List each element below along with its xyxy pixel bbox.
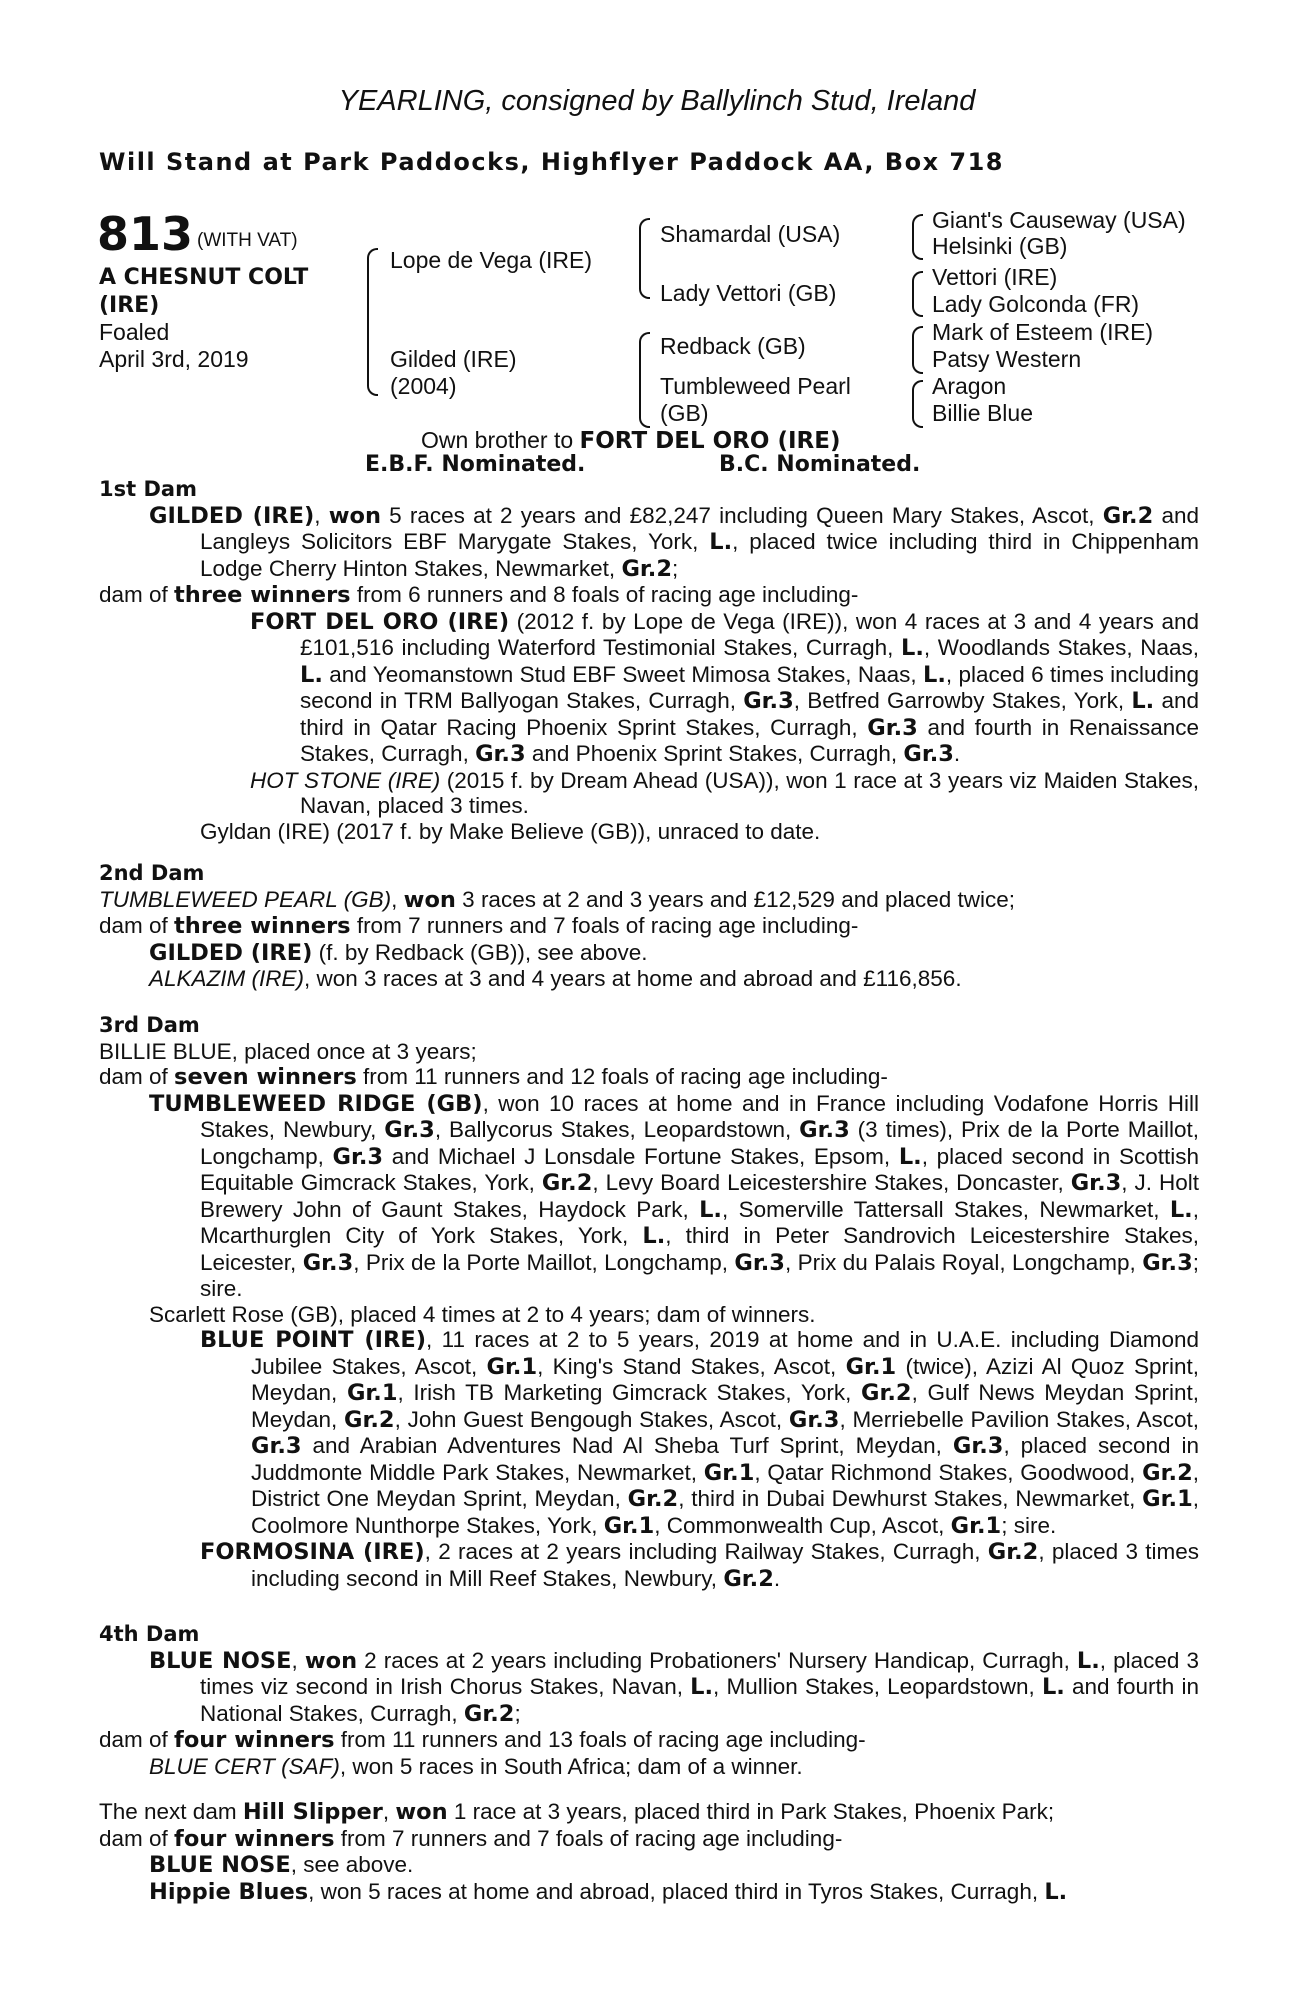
stand-location: Will Stand at Park Paddocks, Highflyer Paddock AA, Box 718: [99, 148, 1005, 176]
text-run: L.: [923, 661, 946, 688]
dam-record: [99, 1799, 1199, 1826]
text-run: GILDED (IRE): [149, 502, 315, 529]
text-run: , placed second in Juddmonte Middle Park Stakes, Newmarket,: [251, 1433, 1199, 1485]
text-run: Gr.1: [346, 1380, 398, 1406]
pedigree-ggd-1: Helsinki (GB): [932, 233, 1068, 259]
text-run: FORT DEL ORO (IRE): [250, 608, 510, 635]
text-run: Scarlett Rose (GB), placed 4 times at 2 to 4 years; dam of winners.: [149, 1301, 816, 1327]
text-run: L.: [699, 1196, 722, 1223]
text-run: ;: [514, 1700, 521, 1726]
text-run: dam of: [99, 913, 175, 938]
dam-record: [99, 887, 1199, 914]
text-run: , Mullion Stakes, Leopardstown,: [713, 1674, 1042, 1699]
text-run: and third in Qatar Racing Phoenix Sprint Stakes, Curragh,: [300, 688, 1200, 740]
text-run: , see above.: [290, 1852, 414, 1877]
text-run: Gr.3: [475, 741, 526, 767]
text-run: GILDED (IRE): [149, 939, 313, 966]
pedigree-brace: [912, 326, 923, 374]
own-brother-note: Own brother to FORT DEL ORO (IRE): [421, 427, 841, 454]
text-run: BLUE NOSE: [149, 1647, 292, 1674]
first-dam-section: [99, 477, 1199, 844]
text-run: Gr.2: [344, 1406, 395, 1433]
text-run: Gr.3: [1142, 1249, 1193, 1276]
text-run: 2 races at 2 years including Probationers' Nursery Handicap, Curragh,: [357, 1647, 1077, 1673]
pedigree-ggd-4: Billie Blue: [932, 400, 1033, 426]
text-run: Gr.2: [1102, 502, 1154, 529]
text-run: Gyldan (IRE) (2017 f. by Make Believe (GB)), unraced to date.: [200, 818, 821, 844]
text-run: seven winners: [174, 1064, 357, 1090]
produce-summary: [99, 582, 1199, 609]
text-run: , Qatar Richmond Stakes, Goodwood,: [754, 1459, 1143, 1485]
text-run: , Ballycorus Stakes, Leopardstown,: [434, 1117, 800, 1142]
text-run: and Michael J Lonsdale Fortune Stakes, Epsom,: [383, 1143, 899, 1169]
text-run: BLUE CERT (SAF): [149, 1753, 340, 1779]
text-run: L.: [300, 661, 323, 688]
text-run: Gr.3: [743, 688, 794, 714]
third-dam-section: [99, 1013, 1199, 1592]
text-run: Gr.2: [541, 1170, 593, 1196]
produce-entry: [99, 1091, 1199, 1302]
text-run: , Mcarthurglen City of York Stakes, York,: [200, 1196, 1199, 1248]
grandproduce-entry: [99, 1539, 1199, 1592]
pedigree-ggs-4: Aragon: [932, 373, 1007, 399]
text-run: won: [304, 1647, 358, 1674]
text-run: (f. by Redback (GB)), see above.: [312, 939, 648, 965]
pedigree-brace: [639, 332, 650, 428]
text-run: dam of: [99, 582, 175, 607]
text-run: ; sire.: [1001, 1512, 1057, 1538]
text-run: Gr.1: [603, 1512, 655, 1539]
text-run: and Langleys Solicitors EBF Marygate Stakes, York,: [200, 502, 1199, 554]
pedigree-sire-dam: Lady Vettori (GB): [660, 280, 837, 306]
text-run: , third in Peter Sandrovich Leicestershire Stakes, Leicester,: [200, 1223, 1199, 1275]
text-run: Gr.3: [251, 1433, 302, 1459]
lot-description-country: (IRE): [99, 293, 160, 318]
lot-number: 813: [97, 207, 194, 261]
text-run: Gr.1: [1142, 1486, 1193, 1512]
produce-summary: [99, 1064, 1199, 1091]
text-run: L.: [1131, 688, 1155, 714]
text-run: dam of: [99, 1727, 175, 1752]
text-run: TUMBLEWEED PEARL (GB): [99, 886, 392, 912]
text-run: L.: [901, 635, 924, 661]
text-run: .: [953, 741, 961, 766]
third-dam-heading: 3rd Dam: [99, 1013, 200, 1037]
text-run: ALKAZIM (IRE): [149, 966, 305, 991]
text-run: Gr.3: [384, 1117, 435, 1143]
text-run: four winners: [174, 1727, 335, 1753]
text-run: , won 5 races in South Africa; dam of a winner.: [339, 1753, 803, 1779]
text-run: Gr.3: [788, 1406, 840, 1433]
text-run: , placed 6 times including second in TRM Ballyogan Stakes, Curragh,: [300, 661, 1199, 713]
text-run: Gr.2: [621, 555, 672, 582]
pedigree-ggs-3: Mark of Esteem (IRE): [932, 319, 1154, 345]
text-run: L.: [1076, 1647, 1100, 1674]
text-run: Gr.3: [332, 1143, 384, 1170]
text-run: BILLIE BLUE, placed once at 3 years;: [99, 1038, 477, 1064]
text-run: won: [328, 502, 381, 529]
text-run: Gr.2: [861, 1380, 912, 1406]
text-run: ,: [291, 1647, 305, 1673]
text-run: .: [773, 1565, 781, 1591]
text-run: won: [403, 886, 456, 913]
text-run: (3 times), Prix de la Porte Maillot, Longchamp,: [200, 1117, 1200, 1169]
lot-description: A CHESNUT COLT: [99, 265, 309, 290]
text-run: 5 races at 2 years and £82,247 including Queen Mary Stakes, Ascot,: [381, 502, 1103, 528]
text-run: , Woodlands Stakes, Naas,: [923, 635, 1199, 660]
pedigree-brace: [639, 218, 650, 299]
text-run: ,: [314, 502, 329, 528]
ebf-nominated: E.B.F. Nominated.: [365, 452, 586, 477]
next-dam-section: [99, 1799, 1199, 1905]
text-run: Gr.2: [1142, 1459, 1193, 1486]
text-run: L.: [1169, 1196, 1193, 1223]
text-run: (2015 f. by Dream Ahead (USA)), won 1 race at 3 years viz Maiden Stakes, Navan, placed 3 times.: [300, 767, 1199, 818]
text-run: L.: [690, 1674, 714, 1700]
pedigree-brace: [912, 271, 923, 317]
first-dam-heading: 1st Dam: [99, 477, 197, 501]
text-run: and fourth in National Stakes, Curragh,: [200, 1674, 1199, 1726]
text-run: , Gulf News Meydan Sprint, Meydan,: [251, 1380, 1199, 1432]
text-run: , J. Holt Brewery John of Gaunt Stakes, Haydock Park,: [200, 1170, 1199, 1222]
text-run: ,: [382, 1799, 396, 1824]
text-run: L.: [898, 1143, 922, 1170]
text-run: Gr.2: [723, 1565, 774, 1592]
fourth-dam-section: [99, 1622, 1199, 1779]
text-run: FORMOSINA (IRE): [200, 1539, 425, 1565]
text-run: and Yeomanstown Stud EBF Sweet Mimosa Stakes, Naas,: [322, 661, 923, 687]
text-run: four winners: [174, 1825, 335, 1852]
pedigree-ggs-1: Giant's Causeway (USA): [932, 207, 1186, 233]
text-run: , Prix de la Porte Maillot, Longchamp,: [353, 1249, 735, 1275]
text-run: HOT STONE (IRE): [250, 767, 441, 793]
text-run: Gr.2: [987, 1539, 1039, 1565]
dam-record: [99, 1648, 1199, 1728]
text-run: Hill Slipper: [242, 1799, 383, 1825]
text-run: won: [395, 1799, 448, 1825]
text-run: ,: [391, 886, 404, 912]
text-run: , 2 races at 2 years including Railway Stakes, Curragh,: [424, 1539, 988, 1564]
text-run: three winners: [174, 582, 351, 608]
produce-summary: [99, 1727, 1199, 1754]
pedigree-dam: Gilded (IRE): [390, 346, 517, 372]
fourth-dam-heading: 4th Dam: [99, 1622, 200, 1646]
text-run: Gr.3: [302, 1249, 354, 1276]
text-run: and fourth in Renaissance Stakes, Curragh,: [300, 714, 1199, 766]
text-run: Gr.2: [463, 1700, 515, 1727]
text-run: (2012 f. by Lope de Vega (IRE)), won 4 races at 3 and 4 years and £101,516 including Waterford Testimonial Stakes, Curragh,: [300, 608, 1199, 660]
text-run: and Phoenix Sprint Stakes, Curragh,: [525, 741, 904, 766]
bc-nominated: B.C. Nominated.: [719, 452, 921, 477]
text-run: , District One Meydan Sprint, Meydan,: [251, 1459, 1199, 1511]
text-run: , John Guest Bengough Stakes, Ascot,: [394, 1406, 789, 1432]
pedigree-sire-sire: Shamardal (USA): [660, 221, 841, 247]
pedigree-brace: [912, 214, 923, 260]
text-run: , King's Stand Stakes, Ascot,: [537, 1353, 846, 1379]
text-run: three winners: [174, 913, 351, 939]
grandproduce-entry: [99, 1327, 1199, 1539]
text-run: from 7 runners and 7 foals of racing age including-: [334, 1825, 843, 1851]
text-run: , Commonwealth Cup, Ascot,: [654, 1512, 951, 1538]
text-run: Gr.3: [903, 741, 954, 767]
pedigree-dam-sire: Redback (GB): [660, 333, 806, 359]
text-run: , Irish TB Marketing Gimcrack Stakes, York,: [397, 1380, 861, 1405]
pedigree-ggs-2: Vettori (IRE): [932, 264, 1058, 290]
text-run: , third in Dubai Dewhurst Stakes, Newmarket,: [678, 1486, 1143, 1511]
foaled-date: April 3rd, 2019: [99, 346, 249, 372]
text-run: , won 3 races at 3 and 4 years at home and abroad and £116,856.: [304, 966, 962, 991]
second-dam-heading: 2nd Dam: [99, 861, 205, 885]
text-run: BLUE POINT (IRE): [200, 1327, 427, 1353]
pedigree-dam-dam-country: (GB): [660, 400, 709, 426]
text-run: Gr.1: [486, 1353, 538, 1380]
produce-entry: [99, 1754, 1199, 1780]
text-run: 1 race at 3 years, placed third in Park Stakes, Phoenix Park;: [447, 1799, 1055, 1824]
dam-record: [99, 503, 1199, 583]
text-run: Gr.3: [734, 1249, 785, 1276]
text-run: 3 races at 2 and 3 years and £12,529 and placed twice;: [455, 886, 1016, 912]
dam-record: [99, 1039, 1199, 1065]
pedigree-sire: Lope de Vega (IRE): [390, 247, 593, 273]
produce-entry: [99, 966, 1199, 992]
brother-name: FORT DEL ORO (IRE): [579, 428, 841, 454]
produce-entry: [99, 1302, 1199, 1328]
produce-summary: [99, 913, 1199, 940]
text-run: L.: [709, 529, 733, 555]
text-run: dam of: [99, 1064, 175, 1089]
text-run: Gr.1: [703, 1459, 755, 1486]
text-run: ;: [672, 555, 679, 581]
text-run: L.: [642, 1223, 666, 1249]
text-run: , Betfred Garrowby Stakes, York,: [793, 688, 1132, 713]
text-run: The next dam: [99, 1799, 243, 1824]
pedigree-dam-dam: Tumbleweed Pearl: [660, 373, 851, 399]
text-run: from 11 runners and 13 foals of racing age including-: [334, 1727, 866, 1752]
text-run: TUMBLEWEED RIDGE (GB): [149, 1090, 483, 1117]
text-run: and Arabian Adventures Nad Al Sheba Turf Sprint, Meydan,: [301, 1433, 953, 1458]
produce-entry: [99, 940, 1199, 967]
text-run: ; sire.: [200, 1249, 1200, 1301]
text-run: from 7 runners and 7 foals of racing age including-: [350, 913, 859, 938]
pedigree-dam-year: (2004): [390, 373, 457, 399]
pedigree-brace: [367, 248, 378, 396]
text-run: , placed 3 times including second in Mill Reef Stakes, Newbury,: [251, 1539, 1200, 1591]
produce-summary: [99, 1826, 1199, 1853]
text-run: , Prix du Palais Royal, Longchamp,: [784, 1249, 1143, 1275]
text-run: , won 5 races at home and abroad, placed third in Tyros Stakes, Curragh,: [308, 1878, 1045, 1904]
text-run: , placed 3 times viz second in Irish Chorus Stakes, Navan,: [200, 1647, 1199, 1699]
produce-entry: [99, 768, 1199, 819]
text-run: , 11 races at 2 to 5 years, 2019 at home and in U.A.E. including Diamond Jubilee Stakes, Ascot,: [251, 1327, 1199, 1379]
foaled-label: Foaled: [99, 319, 170, 345]
text-run: , Coolmore Nunthorpe Stakes, York,: [251, 1486, 1199, 1538]
text-run: from 11 runners and 12 foals of racing age including-: [356, 1064, 888, 1089]
text-run: Gr.3: [1070, 1170, 1122, 1196]
text-run: , Merriebelle Pavilion Stakes, Ascot,: [839, 1406, 1199, 1432]
text-run: from 6 runners and 8 foals of racing age including-: [350, 582, 859, 607]
text-run: , Somerville Tattersall Stakes, Newmarket,: [721, 1196, 1170, 1222]
text-run: , placed twice including third in Chippenham Lodge Cherry Hinton Stakes, Newmarket,: [200, 529, 1199, 581]
text-run: (twice), Azizi Al Quoz Sprint, Meydan,: [251, 1353, 1200, 1405]
produce-entry: [99, 609, 1199, 768]
vat-note: (WITH VAT): [197, 230, 298, 251]
text-run: Hippie Blues: [149, 1878, 309, 1905]
consignment-header: YEARLING, consigned by Ballylinch Stud, Ireland: [338, 85, 976, 117]
produce-entry: [99, 819, 1199, 845]
pedigree-ggd-3: Patsy Western: [932, 346, 1082, 372]
text-run: BLUE NOSE: [149, 1852, 291, 1878]
second-dam-section: [99, 861, 1199, 992]
text-run: Gr.2: [627, 1486, 679, 1512]
pedigree-brace: [912, 380, 923, 428]
text-run: Gr.1: [845, 1353, 897, 1380]
text-run: Gr.3: [952, 1433, 1004, 1459]
pedigree-ggd-2: Lady Golconda (FR): [932, 291, 1140, 317]
text-run: L.: [1044, 1878, 1068, 1905]
text-run: , Levy Board Leicestershire Stakes, Doncaster,: [592, 1170, 1071, 1195]
text-run: , placed second in Scottish Equitable Gimcrack Stakes, York,: [200, 1143, 1199, 1195]
text-run: Gr.3: [867, 714, 918, 741]
text-run: L.: [1041, 1674, 1065, 1700]
text-run: dam of: [99, 1825, 175, 1851]
text-run: Gr.1: [950, 1512, 1002, 1539]
text-run: Gr.3: [799, 1117, 850, 1143]
produce-entry: [99, 1852, 1199, 1879]
produce-entry: [99, 1879, 1199, 1906]
text-run: , won 10 races at home and in France including Vodafone Horris Hill Stakes, Newbury,: [200, 1090, 1199, 1142]
